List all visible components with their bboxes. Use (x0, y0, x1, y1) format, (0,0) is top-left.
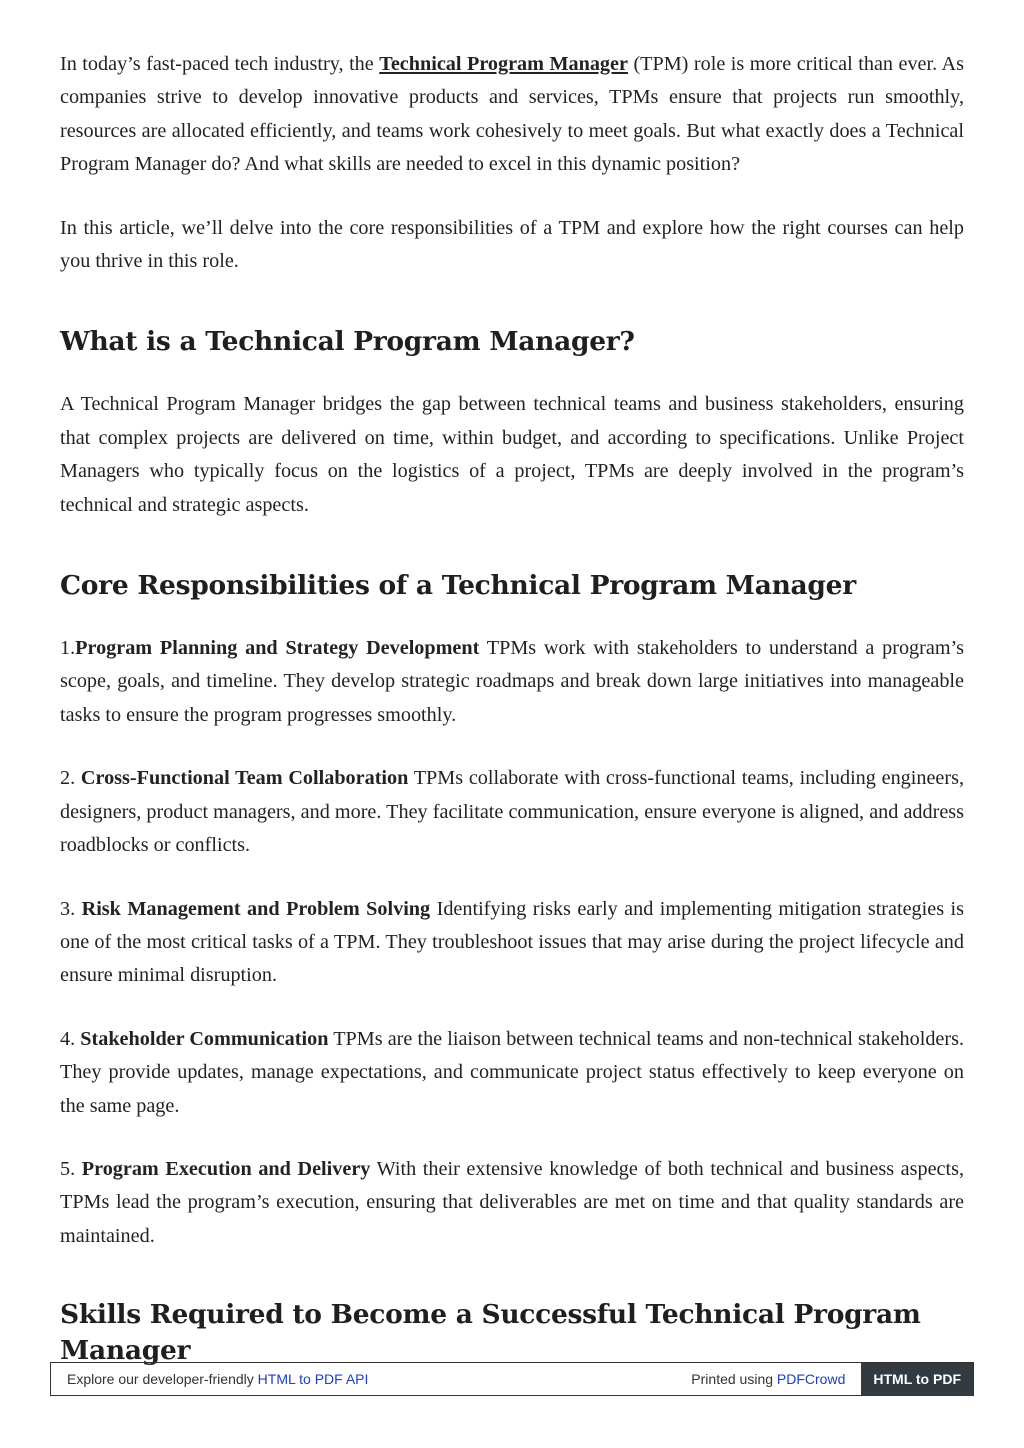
pdfcrowd-link[interactable]: PDFCrowd (776, 1371, 846, 1387)
item-title: Program Planning and Strategy Development (75, 637, 480, 660)
responsibility-item (60, 1023, 964, 1123)
footer-printed-using (691, 1371, 861, 1387)
item-text: TPMs are the liaison between technical teams and non-technical stakeholders. They provide updates, manage expectations, and communicate project status effectively to keep everyone on the same page. (60, 1027, 965, 1117)
intro-paragraph-2: In this article, we’ll delve into the core responsibilities of a TPM and explore how the right courses can help you thrive in this role. (60, 216, 964, 273)
section-heading-core-responsibilities: Core Responsibilities of a Technical Program Manager (60, 570, 856, 602)
intro-text-after: (TPM) role is more critical than ever. As companies strive to develop innovative products and services, TPMs ensure that projects run smoothly, resources are allocated efficiently, and teams work cohesively to meet goals. But what exactly does a Technical Program Manager do? And what skills are needed to excel in this dynamic position? (60, 53, 964, 176)
item-text: TPMs collaborate with cross-functional teams, including engineers, designers, product managers, and more. They facilitate communication, ensure everyone is aligned, and address roadblocks or conflicts. (60, 767, 965, 857)
item-title: Stakeholder Communication (80, 1027, 329, 1050)
article-body (60, 48, 964, 1369)
section-paragraph-what-is-tpm: A Technical Program Manager bridges the gap between technical teams and business stakeholders, ensuring that complex projects are delivered on time, within budget, and according to specifications. Unlike Project Managers who typically focus on the logistics of a project, TPMs are deeply involved in the program’s technical and strategic aspects. (60, 393, 964, 516)
pdf-footer-bar (50, 1362, 974, 1396)
item-title: Program Execution and Delivery (81, 1157, 371, 1180)
html-to-pdf-api-link[interactable]: HTML to PDF API (257, 1371, 369, 1387)
responsibility-item (60, 632, 964, 732)
item-number: 5. (60, 1157, 82, 1180)
item-number: 2. (60, 767, 81, 790)
intro-text-before: In today’s fast-paced tech industry, the (60, 53, 380, 75)
item-text: Identifying risks early and implementing mitigation strategies is one of the most critical tasks of a TPM. They troubleshoot issues that may arise during the project lifecycle and ensure minimal disruption. (60, 897, 965, 987)
section-heading-what-is-tpm: What is a Technical Program Manager? (60, 326, 635, 358)
responsibility-item (60, 1153, 964, 1253)
section-heading-skills-required: Skills Required to Become a Successful Technical Program Manager (60, 1299, 921, 1367)
intro-paragraph-1 (60, 48, 964, 182)
item-title: Cross-Functional Team Collaboration (80, 767, 409, 790)
tpm-link[interactable]: Technical Program Manager (379, 53, 628, 75)
item-number: 4. (60, 1027, 81, 1050)
html-to-pdf-button[interactable]: HTML to PDF (861, 1363, 973, 1395)
responsibility-item (60, 762, 964, 862)
footer-printed-text: Printed using (691, 1371, 777, 1387)
item-title: Risk Management and Problem Solving (81, 897, 431, 920)
responsibility-item (60, 893, 964, 993)
item-number: 3. (60, 897, 82, 920)
item-text: TPMs work with stakeholders to understand a program’s scope, goals, and timeline. They develop strategic roadmaps and break down large initiatives into manageable tasks to ensure the program progresses smoothly. (60, 637, 964, 726)
item-number: 1. (60, 637, 76, 660)
item-text: With their extensive knowledge of both technical and business aspects, TPMs lead the program’s execution, ensuring that deliverables are met on time and that quality standards are maintained. (60, 1157, 965, 1247)
footer-promo (51, 1371, 691, 1387)
footer-promo-text: Explore our developer-friendly (67, 1371, 258, 1387)
